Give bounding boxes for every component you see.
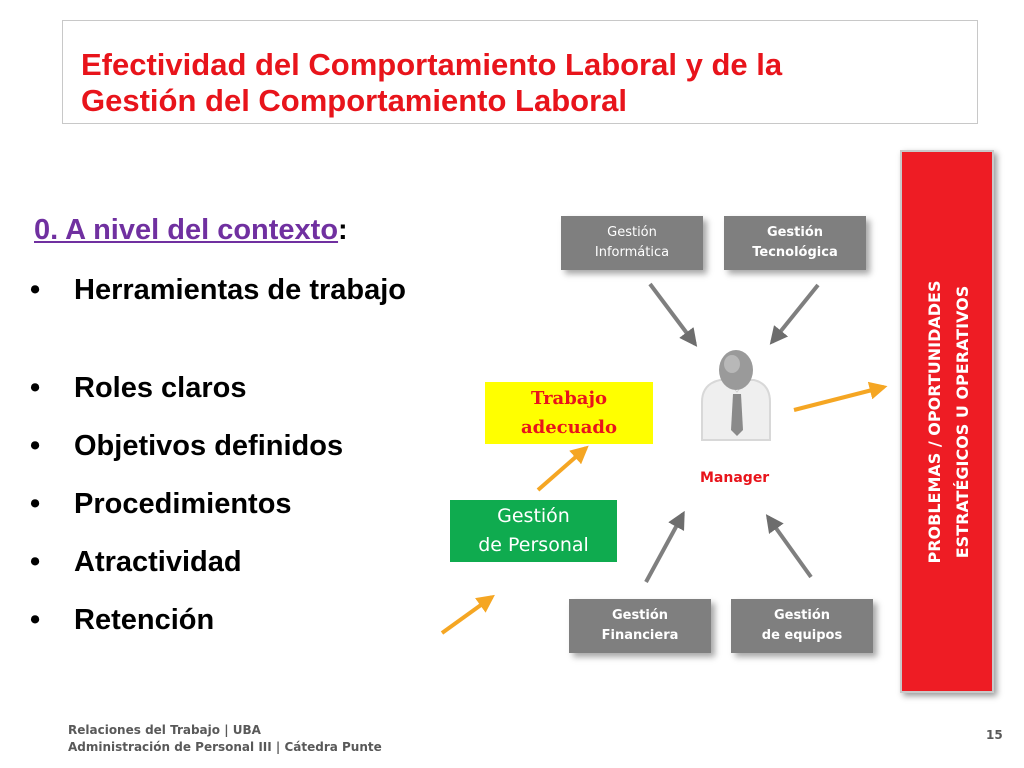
arrow-manager-to-problemas <box>794 387 884 410</box>
bullet-dot-icon: • <box>30 430 41 462</box>
gestion-personal-line-1: Gestión <box>497 505 570 527</box>
bullet-dot-icon: • <box>30 372 41 404</box>
slide-title-line-2: Gestión del Comportamiento Laboral <box>81 83 627 118</box>
gestion-tecnologica-line-2: Tecnológica <box>752 245 838 260</box>
redbar-line-2: ESTRATÉGICOS U OPERATIVOS <box>953 285 972 559</box>
footer-line-2: Administración de Personal III | Cátedra Punte <box>68 740 382 754</box>
page-number: 15 <box>986 728 1003 742</box>
gestion-financiera-box <box>569 599 711 653</box>
context-heading-colon: : <box>338 214 348 246</box>
bullet-dot-icon: • <box>30 274 41 306</box>
gestion-equipos-line-2: de equipos <box>761 628 843 643</box>
arrow-input-to-personal <box>442 597 492 633</box>
bullet-dot-icon: • <box>30 604 41 636</box>
problemas-oportunidades-bar <box>900 150 994 693</box>
context-heading-text: 0. A nivel del contexto <box>34 214 339 246</box>
gestion-financiera-line-2: Financiera <box>601 628 679 643</box>
bullet-text: Objetivos definidos <box>74 430 344 462</box>
arrow-personal-to-trabajo <box>538 448 586 490</box>
arrow-financiera-to-manager <box>646 514 683 582</box>
bullet-text: Retención <box>74 604 215 636</box>
redbar-line-1: PROBLEMAS / OPORTUNIDADES <box>925 280 944 564</box>
gestion-informatica-line-2: Informática <box>594 245 670 260</box>
trabajo-adecuado-line-2: adecuado <box>520 417 617 438</box>
arrow-equipos-to-manager <box>768 517 811 577</box>
gestion-equipos-box <box>731 599 873 653</box>
gestion-tecnologica-line-1: Gestión <box>766 225 824 240</box>
bullet-text: Atractividad <box>74 546 242 578</box>
manager-label: Manager <box>700 470 770 486</box>
arrow-informatica-to-manager <box>650 284 695 344</box>
manager-person-icon <box>702 350 770 440</box>
gestion-informatica-line-1: Gestión <box>607 225 657 240</box>
footer-line-1: Relaciones del Trabajo | UBA <box>68 723 261 737</box>
bullet-dot-icon: • <box>30 546 41 578</box>
gestion-informatica-box <box>561 216 703 270</box>
gestion-personal-box <box>450 500 617 562</box>
gestion-personal-line-2: de Personal <box>478 534 589 556</box>
slide-title-line-1: Efectividad del Comportamiento Laboral y de la <box>81 47 783 82</box>
problemas-oportunidades-text <box>921 281 977 564</box>
gestion-tecnologica-box <box>724 216 866 270</box>
gestion-equipos-line-1: Gestión <box>773 608 831 623</box>
bullet-dot-icon: • <box>30 488 41 520</box>
arrow-tecnologica-to-manager <box>772 285 818 342</box>
trabajo-adecuado-line-1: Trabajo <box>530 388 607 409</box>
bullet-text: Procedimientos <box>74 488 292 520</box>
bullet-text: Herramientas de trabajo <box>74 274 407 306</box>
gestion-financiera-line-1: Gestión <box>611 608 669 623</box>
bullet-text: Roles claros <box>74 372 247 404</box>
trabajo-adecuado-box <box>485 382 653 444</box>
